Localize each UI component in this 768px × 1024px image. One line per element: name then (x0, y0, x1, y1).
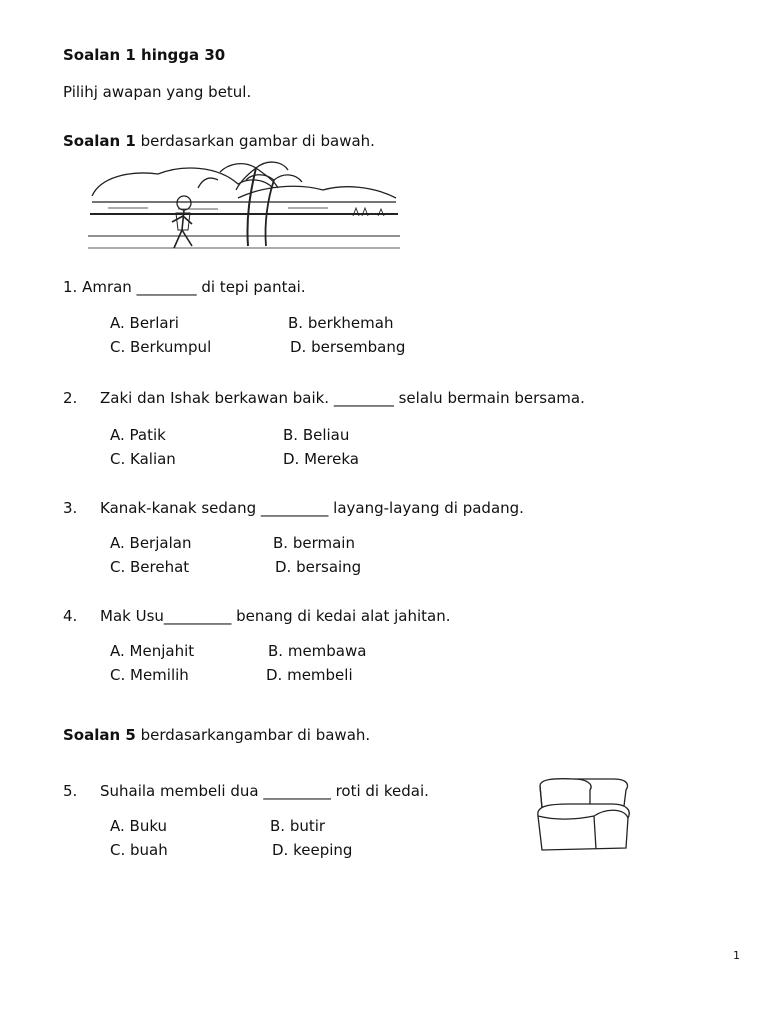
section-heading-1 (63, 131, 375, 151)
q3-option-a[interactable]: A. Berjalan (110, 534, 192, 552)
q2-option-a[interactable]: A. Patik (110, 426, 166, 444)
question-2-text: Zaki dan Ishak berkawan baik. ________ selalu bermain bersama. (100, 389, 585, 407)
q1-option-b[interactable]: B. berkhemah (288, 314, 394, 332)
q2-option-b[interactable]: B. Beliau (283, 426, 350, 444)
q5-option-a[interactable]: A. Buku (110, 817, 168, 835)
section-heading-5 (63, 725, 370, 745)
q3-option-b[interactable]: B. bermain (273, 534, 355, 552)
beach-illustration (88, 158, 400, 258)
q3-option-c[interactable]: C. Berehat (110, 558, 190, 576)
bread-loaf-illustration (534, 776, 636, 856)
question-3-number: 3. (63, 499, 78, 517)
question-5-number: 5. (63, 782, 78, 800)
q4-option-b[interactable]: B. membawa (268, 642, 367, 660)
question-4-text: Mak Usu_________ benang di kedai alat jahitan. (100, 607, 451, 625)
question-3-text: Kanak-kanak sedang _________ layang-layang di padang. (100, 499, 524, 517)
section-label: Soalan 1 (63, 132, 136, 150)
q5-option-c[interactable]: C. buah (110, 841, 168, 859)
section-text: berdasarkangambar di bawah. (140, 726, 371, 744)
q1-option-a[interactable]: A. Berlari (110, 314, 179, 332)
q4-option-d[interactable]: D. membeli (266, 666, 353, 684)
q4-option-c[interactable]: C. Memilih (110, 666, 189, 684)
question-2-number: 2. (63, 389, 78, 407)
question-4-number: 4. (63, 607, 78, 625)
section-text: berdasarkan gambar di bawah. (140, 132, 375, 150)
q4-option-a[interactable]: A. Menjahit (110, 642, 195, 660)
q3-option-d[interactable]: D. bersaing (275, 558, 362, 576)
q5-option-b[interactable]: B. butir (270, 817, 326, 835)
page-number: 1 (733, 949, 740, 962)
q1-option-d[interactable]: D. bersembang (290, 338, 406, 356)
q2-option-c[interactable]: C. Kalian (110, 450, 176, 468)
q2-option-d[interactable]: D. Mereka (283, 450, 359, 468)
page-title: Soalan 1 hingga 30 (63, 46, 226, 64)
question-5-text: Suhaila membeli dua _________ roti di kedai. (100, 782, 429, 800)
instruction: Pilihj awapan yang betul. (63, 83, 252, 101)
q1-option-c[interactable]: C. Berkumpul (110, 338, 212, 356)
q5-option-d[interactable]: D. keeping (272, 841, 353, 859)
question-1-text: 1. Amran ________ di tepi pantai. (63, 278, 306, 296)
section-label: Soalan 5 (63, 726, 136, 744)
